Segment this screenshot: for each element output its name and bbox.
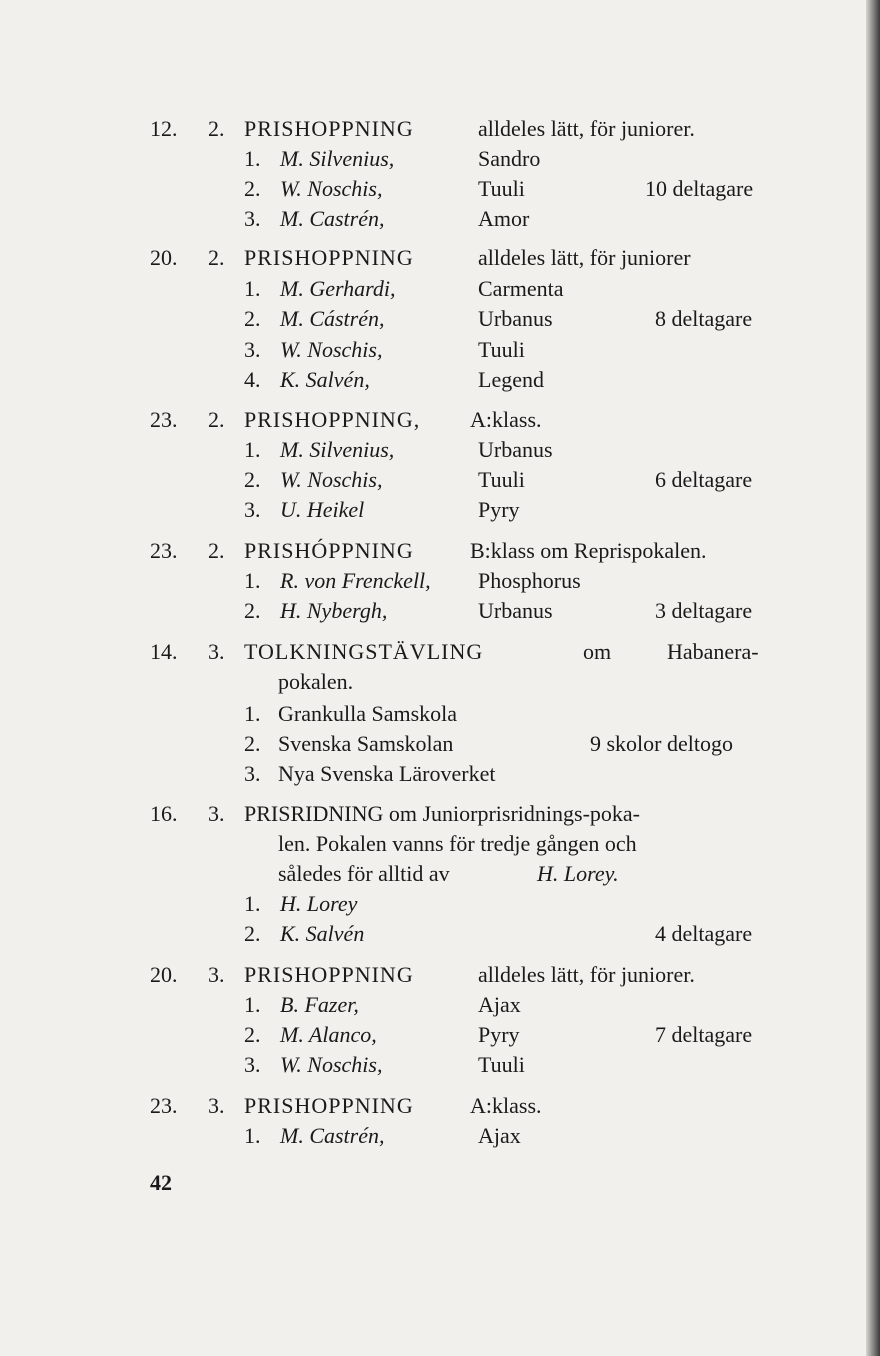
text-line — [0, 636, 860, 668]
text-cell: M. Alanco, — [280, 1022, 377, 1047]
text-line — [0, 1049, 860, 1081]
text-cell: 1. — [244, 701, 261, 726]
text-cell: B:klass om Reprispokalen. — [470, 538, 707, 563]
text-cell: 3. — [244, 206, 261, 231]
text-cell: 12. — [150, 116, 178, 141]
text-line — [0, 666, 860, 698]
text-cell: 2. — [244, 467, 261, 492]
text-cell: PRISHOPPNING, — [244, 407, 421, 432]
text-line — [0, 303, 860, 335]
text-cell: TOLKNINGSTÄVLING — [244, 639, 484, 664]
text-cell: Svenska Samskolan — [278, 731, 454, 756]
text-cell: Sandro — [478, 146, 541, 171]
text-cell: pokalen. — [278, 669, 354, 694]
text-cell: 1. — [244, 276, 261, 301]
text-line — [0, 858, 860, 890]
text-cell: 3. — [208, 639, 225, 664]
text-cell: U. Heikel — [280, 497, 365, 522]
text-line — [0, 1120, 860, 1152]
text-cell: 2. — [244, 921, 261, 946]
text-line — [0, 1019, 860, 1051]
text-cell: 3. — [244, 337, 261, 362]
text-cell: alldeles lätt, för juniorer. — [478, 962, 695, 987]
text-line — [0, 535, 860, 567]
text-cell: 2. — [244, 306, 261, 331]
text-cell: 1. — [244, 992, 261, 1017]
text-cell: W. Noschis, — [280, 467, 383, 492]
text-cell: 20. — [150, 245, 178, 270]
text-cell: 16. — [150, 801, 178, 826]
text-cell: 4. — [244, 367, 261, 392]
text-cell: PRISHOPPNING — [244, 116, 414, 141]
text-cell: K. Salvén — [280, 921, 365, 946]
text-cell: alldeles lätt, för juniorer. — [478, 116, 695, 141]
text-cell: således för alltid av — [278, 861, 450, 886]
text-line — [0, 334, 860, 366]
text-cell: PRISHOPPNING — [244, 1093, 414, 1118]
text-cell: 6 deltagare — [655, 467, 753, 492]
text-cell: 2. — [244, 598, 261, 623]
text-cell: Tuuli — [478, 176, 525, 201]
text-cell: M. Castrén, — [280, 1123, 385, 1148]
text-cell: 2. — [208, 116, 225, 141]
text-line — [0, 404, 860, 436]
text-cell: 2. — [208, 245, 225, 270]
text-cell: H. Lorey. — [537, 861, 619, 886]
text-cell: 14. — [150, 639, 178, 664]
text-cell: 9 skolor deltogo — [590, 731, 733, 756]
text-cell: 2. — [208, 407, 225, 432]
text-line — [0, 728, 860, 760]
text-cell: 10 deltagare — [645, 176, 754, 201]
page-edge-shadow — [866, 0, 880, 1356]
text-cell: PRISHOPPNING — [244, 962, 414, 987]
text-cell: 2. — [208, 538, 225, 563]
text-cell: Nya Svenska Läroverket — [278, 761, 496, 786]
text-cell: Ajax — [478, 1123, 521, 1148]
text-cell: PRISRIDNING om Juniorprisridnings-poka- — [244, 801, 640, 826]
text-line — [0, 143, 860, 175]
text-cell: Tuuli — [478, 467, 525, 492]
text-line — [0, 758, 860, 790]
text-cell: 3. — [244, 761, 261, 786]
text-line — [0, 173, 860, 205]
text-line — [0, 203, 860, 235]
text-line — [0, 113, 860, 145]
text-cell: 1. — [244, 568, 261, 593]
text-cell: Ajax — [478, 992, 521, 1017]
text-cell: 7 deltagare — [655, 1022, 753, 1047]
text-cell: Urbanus — [478, 598, 553, 623]
text-line — [0, 989, 860, 1021]
text-cell: Pyry — [478, 497, 520, 522]
text-cell: 3. — [208, 1093, 225, 1118]
text-cell: H. Lorey — [280, 891, 358, 916]
text-cell: B. Fazer, — [280, 992, 359, 1017]
text-line — [0, 918, 860, 950]
text-cell: PRISHOPPNING — [244, 245, 414, 270]
text-cell: Urbanus — [478, 306, 553, 331]
text-line — [0, 888, 860, 920]
text-cell: 23. — [150, 407, 178, 432]
text-cell: M. Gerhardi, — [280, 276, 396, 301]
text-line — [0, 595, 860, 627]
text-line — [0, 242, 860, 274]
text-cell: Urbanus — [478, 437, 553, 462]
text-line — [0, 273, 860, 305]
text-line — [0, 828, 860, 860]
text-cell: 8 deltagare — [655, 306, 753, 331]
text-cell: R. von Frenckell, — [280, 568, 431, 593]
text-line — [0, 1090, 860, 1122]
text-cell: A:klass. — [470, 1093, 542, 1118]
text-cell: A:klass. — [470, 407, 542, 432]
text-cell: M. Silvenius, — [280, 146, 395, 171]
text-cell: Amor — [478, 206, 530, 231]
text-cell: Grankulla Samskola — [278, 701, 458, 726]
text-line — [0, 494, 860, 526]
text-line — [0, 565, 860, 597]
text-cell: 2. — [244, 176, 261, 201]
page-number: 42 — [150, 1170, 172, 1195]
text-cell: 3 deltagare — [655, 598, 753, 623]
text-cell: M. Castrén, — [280, 206, 385, 231]
text-cell: H. Nybergh, — [280, 598, 388, 623]
text-cell: M. Cástrén, — [280, 306, 385, 331]
text-cell: om — [583, 639, 612, 664]
text-cell: W. Noschis, — [280, 1052, 383, 1077]
text-cell: 2. — [244, 731, 261, 756]
text-cell: PRISHÓPPNING — [244, 538, 414, 563]
text-line — [0, 434, 860, 466]
text-line — [0, 364, 860, 396]
text-cell: K. Salvén, — [280, 367, 370, 392]
text-cell: 1. — [244, 146, 261, 171]
text-cell: 23. — [150, 1093, 178, 1118]
text-cell: Habanera- — [667, 639, 759, 664]
text-cell: 3. — [244, 1052, 261, 1077]
text-line — [0, 798, 860, 830]
text-cell: Carmenta — [478, 276, 564, 301]
text-cell: Tuuli — [478, 337, 525, 362]
text-cell: len. Pokalen vanns för tredje gången och — [278, 831, 637, 856]
text-cell: 23. — [150, 538, 178, 563]
text-cell: 20. — [150, 962, 178, 987]
text-cell: 3. — [208, 801, 225, 826]
text-cell: 1. — [244, 437, 261, 462]
text-cell: W. Noschis, — [280, 176, 383, 201]
text-cell: 3. — [208, 962, 225, 987]
text-cell: alldeles lätt, för juniorer — [478, 245, 691, 270]
text-cell: W. Noschis, — [280, 337, 383, 362]
text-cell: Phosphorus — [478, 568, 581, 593]
text-cell: 2. — [244, 1022, 261, 1047]
text-line — [0, 959, 860, 991]
text-cell: 1. — [244, 891, 261, 916]
text-line — [0, 464, 860, 496]
text-cell: 3. — [244, 497, 261, 522]
text-cell: Pyry — [478, 1022, 520, 1047]
text-cell: 4 deltagare — [655, 921, 753, 946]
text-cell: M. Silvenius, — [280, 437, 395, 462]
text-cell: Legend — [478, 367, 544, 392]
text-line — [0, 698, 860, 730]
text-cell: Tuuli — [478, 1052, 525, 1077]
text-cell: 1. — [244, 1123, 261, 1148]
